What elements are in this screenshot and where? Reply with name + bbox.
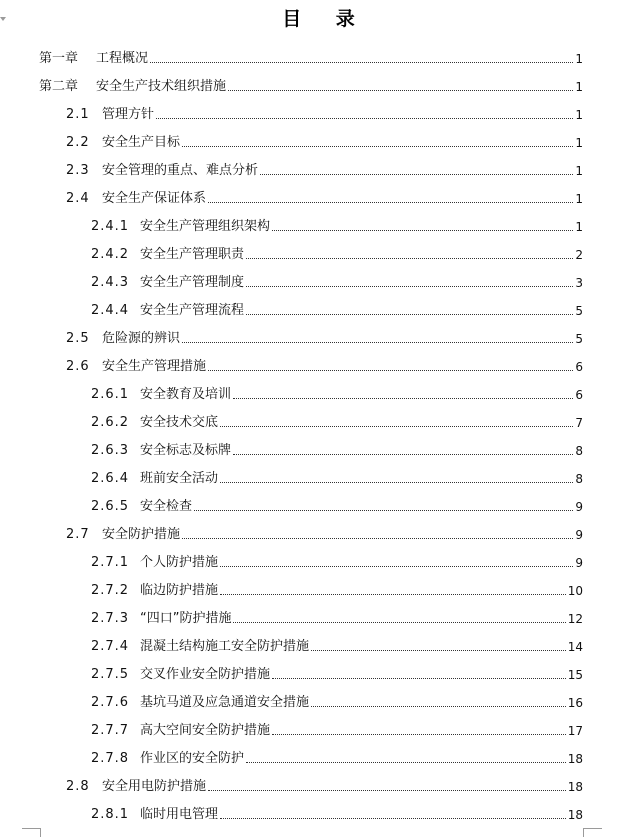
- toc-entry[interactable]: [91, 719, 583, 739]
- toc-entry-number: 2.4.2: [91, 247, 130, 262]
- toc-entry-title: 交叉作业安全防护措施: [140, 667, 271, 682]
- toc-entry-page-number: 1: [575, 80, 583, 94]
- toc-entry-number: 2.4.4: [91, 303, 130, 318]
- toc-entry-number: 2.4.3: [91, 275, 130, 290]
- toc-dot-leader: [228, 89, 573, 91]
- toc-entry[interactable]: [66, 131, 583, 151]
- toc-entry[interactable]: [91, 635, 583, 655]
- toc-entry-number: 2.1: [66, 107, 90, 122]
- toc-entry-number: 2.6.1: [91, 387, 130, 402]
- toc-entry-title: 安全生产管理组织架构: [140, 219, 271, 234]
- page-corner-bottom-right-mark: [583, 828, 602, 837]
- toc-entry-title: 安全生产管理流程: [140, 303, 245, 318]
- toc-entry-number: 2.6.2: [91, 415, 130, 430]
- toc-entry[interactable]: [66, 187, 583, 207]
- toc-entry-page-number: 8: [575, 472, 583, 486]
- toc-entry[interactable]: [91, 803, 583, 823]
- toc-entry-number: 2.6.4: [91, 471, 130, 486]
- toc-entry-number: 第二章: [39, 79, 79, 94]
- toc-entry[interactable]: [66, 103, 583, 123]
- toc-entry[interactable]: [91, 411, 583, 431]
- toc-entry-title: 安全生产管理制度: [140, 275, 245, 290]
- toc-entry-title: 作业区的安全防护: [140, 751, 245, 766]
- toc-entry-page-number: 1: [575, 192, 583, 206]
- toc-dot-leader: [233, 453, 573, 455]
- toc-entry-title: 混凝土结构施工安全防护措施: [140, 639, 310, 654]
- toc-entry[interactable]: [91, 747, 583, 767]
- toc-dot-leader: [233, 397, 573, 399]
- toc-entry[interactable]: [91, 663, 583, 683]
- toc-entry-page-number: 12: [567, 612, 583, 626]
- toc-entry[interactable]: [39, 47, 583, 67]
- toc-entry[interactable]: [91, 439, 583, 459]
- toc-entry-title: “四口”防护措施: [140, 611, 232, 626]
- toc-dot-leader: [220, 593, 566, 595]
- toc-entry-page-number: 10: [567, 584, 583, 598]
- toc-entry-number: 2.7: [66, 527, 90, 542]
- toc-entry-number: 2.7.7: [91, 723, 130, 738]
- toc-entry-page-number: 18: [567, 808, 583, 822]
- toc-entry-title: 临时用电管理: [140, 807, 219, 822]
- toc-entry[interactable]: [91, 271, 583, 291]
- toc-entry-page-number: 6: [575, 388, 583, 402]
- toc-entry-page-number: 5: [575, 304, 583, 318]
- toc-entry-title: 安全防护措施: [102, 527, 181, 542]
- toc-entry[interactable]: [91, 383, 583, 403]
- toc-dot-leader: [208, 369, 573, 371]
- toc-dot-leader: [311, 649, 566, 651]
- toc-entry-number: 第一章: [39, 51, 79, 66]
- toc-entry-page-number: 9: [575, 500, 583, 514]
- toc-entry-title: 个人防护措施: [140, 555, 219, 570]
- toc-entry-number: 2.7.8: [91, 751, 130, 766]
- toc-entry-title: 高大空间安全防护措施: [140, 723, 271, 738]
- toc-entry[interactable]: [66, 159, 583, 179]
- page-corner-bottom-left-mark: [22, 828, 41, 837]
- toc-entry-title: 临边防护措施: [140, 583, 219, 598]
- toc-entry-title: 安全技术交底: [140, 415, 219, 430]
- toc-entry-page-number: 2: [575, 248, 583, 262]
- toc-entry-page-number: 15: [567, 668, 583, 682]
- toc-entry-number: 2.2: [66, 135, 90, 150]
- toc-dot-leader: [182, 145, 573, 147]
- toc-dot-leader: [272, 229, 573, 231]
- toc-entry-number: 2.8.1: [91, 807, 130, 822]
- toc-entry-number: 2.4: [66, 191, 90, 206]
- toc-dot-leader: [220, 481, 573, 483]
- toc-dot-leader: [246, 761, 566, 763]
- toc-entry-page-number: 1: [575, 164, 583, 178]
- toc-dot-leader: [272, 677, 566, 679]
- toc-entry-title: 安全生产保证体系: [102, 191, 207, 206]
- toc-entry-page-number: 1: [575, 108, 583, 122]
- toc-entry-number: 2.7.5: [91, 667, 130, 682]
- toc-entry-number: 2.3: [66, 163, 90, 178]
- toc-entry-title: 安全生产管理措施: [102, 359, 207, 374]
- toc-entry-page-number: 9: [575, 528, 583, 542]
- toc-dot-leader: [182, 537, 573, 539]
- toc-dot-leader: [220, 425, 573, 427]
- toc-dot-leader: [311, 705, 566, 707]
- toc-entry[interactable]: [91, 495, 583, 515]
- toc-entry-title: 安全生产管理职责: [140, 247, 245, 262]
- toc-entry-title: 安全标志及标牌: [140, 443, 232, 458]
- toc-entry-page-number: 18: [567, 780, 583, 794]
- toc-dot-leader: [194, 509, 573, 511]
- toc-entry-page-number: 17: [567, 724, 583, 738]
- toc-entry-page-number: 1: [575, 220, 583, 234]
- toc-entry-number: 2.7.6: [91, 695, 130, 710]
- toc-entry[interactable]: [91, 243, 583, 263]
- toc-entry-title: 基坑马道及应急通道安全措施: [140, 695, 310, 710]
- toc-entry-page-number: 18: [567, 752, 583, 766]
- toc-entry[interactable]: [91, 607, 583, 627]
- toc-entry[interactable]: [91, 691, 583, 711]
- toc-entry[interactable]: [66, 523, 583, 543]
- toc-entry-number: 2.8: [66, 779, 90, 794]
- toc-entry[interactable]: [91, 215, 583, 235]
- toc-entry-number: 2.6.3: [91, 443, 130, 458]
- toc-entry-page-number: 1: [575, 52, 583, 66]
- toc-entry-title: 安全管理的重点、难点分析: [102, 163, 259, 178]
- toc-entry-number: 2.7.3: [91, 611, 130, 626]
- toc-entry[interactable]: [91, 467, 583, 487]
- toc-entry-page-number: 7: [575, 416, 583, 430]
- toc-entry[interactable]: [91, 551, 583, 571]
- toc-entry-page-number: 8: [575, 444, 583, 458]
- toc-entry-number: 2.7.2: [91, 583, 130, 598]
- toc-entry[interactable]: [66, 327, 583, 347]
- toc-entry[interactable]: [91, 579, 583, 599]
- toc-dot-leader: [220, 565, 573, 567]
- toc-dot-leader: [208, 789, 566, 791]
- toc-entry-page-number: 6: [575, 360, 583, 374]
- toc-entry-number: 2.6.5: [91, 499, 130, 514]
- toc-entry-page-number: 14: [567, 640, 583, 654]
- toc-entry-title: 安全生产目标: [102, 135, 181, 150]
- toc-entry-title: 危险源的辨识: [102, 331, 181, 346]
- toc-dot-leader: [260, 173, 573, 175]
- toc-entry-number: 2.4.1: [91, 219, 130, 234]
- toc-entry-title: 安全用电防护措施: [102, 779, 207, 794]
- toc-entry[interactable]: [66, 775, 583, 795]
- toc-dot-leader: [150, 61, 573, 63]
- toc-dot-leader: [182, 341, 573, 343]
- toc-entry-page-number: 9: [575, 556, 583, 570]
- toc-entry[interactable]: [39, 75, 583, 95]
- toc-entry[interactable]: [66, 355, 583, 375]
- toc-entry-title: 班前安全活动: [140, 471, 219, 486]
- toc-entry-title: 安全教育及培训: [140, 387, 232, 402]
- toc-dot-leader: [220, 817, 566, 819]
- toc-dot-leader: [156, 117, 573, 119]
- toc-entry-page-number: 1: [575, 136, 583, 150]
- toc-entry-number: 2.7.4: [91, 639, 130, 654]
- toc-entry[interactable]: [91, 299, 583, 319]
- toc-dot-leader: [246, 313, 573, 315]
- toc-entry-title: 安全生产技术组织措施: [96, 79, 227, 94]
- toc-dot-leader: [208, 201, 573, 203]
- toc-entry-page-number: 3: [575, 276, 583, 290]
- toc-entry-number: 2.7.1: [91, 555, 130, 570]
- toc-entry-page-number: 5: [575, 332, 583, 346]
- toc-entry-page-number: 16: [567, 696, 583, 710]
- toc-dot-leader: [246, 257, 573, 259]
- toc-entry-title: 安全检查: [140, 499, 193, 514]
- toc-dot-leader: [272, 733, 566, 735]
- toc-dot-leader: [233, 621, 565, 623]
- toc-dot-leader: [246, 285, 573, 287]
- toc-entry-number: 2.6: [66, 359, 90, 374]
- toc-entry-number: 2.5: [66, 331, 90, 346]
- toc-entry-title: 工程概况: [96, 51, 149, 66]
- toc-title: 目 录: [282, 8, 369, 30]
- toc-entry-title: 管理方针: [102, 107, 155, 122]
